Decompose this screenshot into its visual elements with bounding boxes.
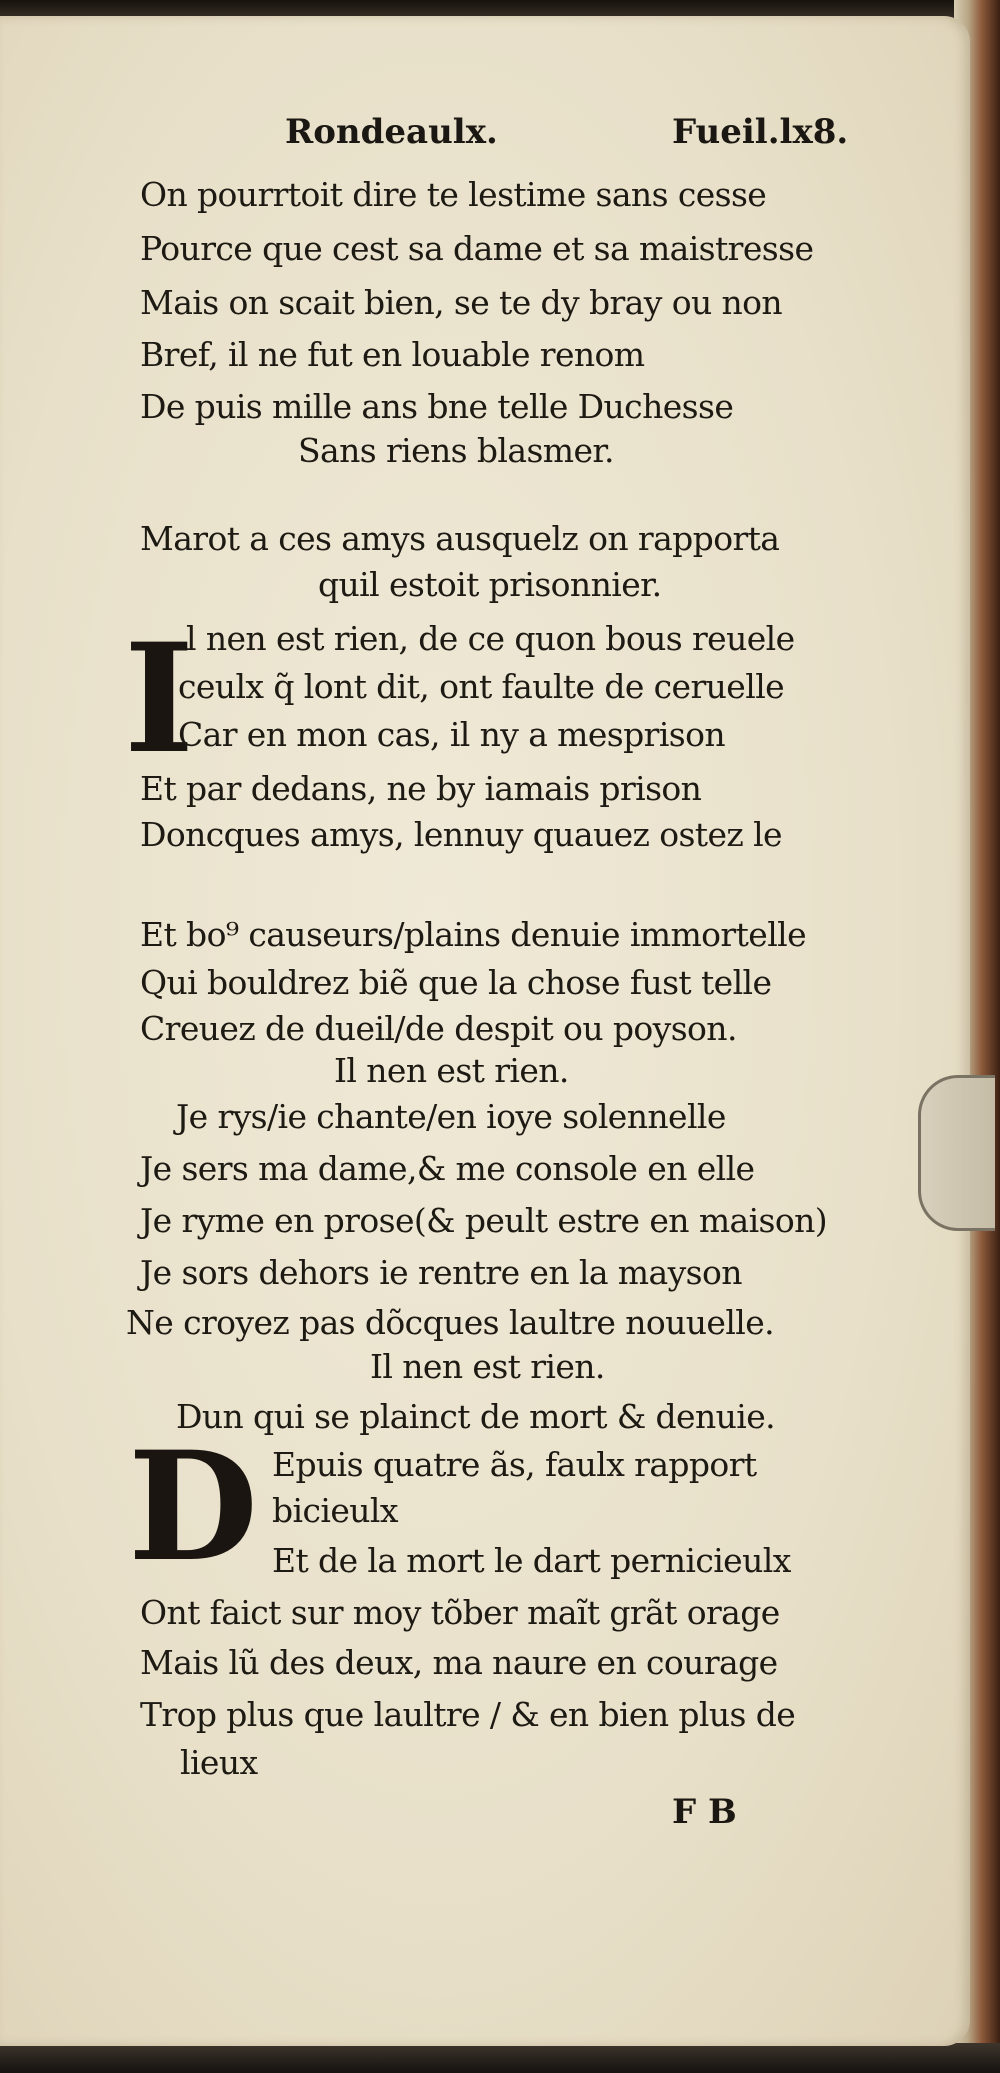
text-line: Qui bouldrez biẽ que la chose fust telle — [140, 963, 772, 1002]
text-line: Bref, il ne fut en louable renom — [140, 335, 645, 374]
running-title: Rondeaulx. — [285, 112, 498, 152]
clasp-tab — [918, 1075, 995, 1231]
text-line: bicieulx — [272, 1491, 398, 1530]
text-line: Pource que cest sa dame et sa maistresse — [140, 229, 814, 268]
folio-number: Fueil.lx8. — [672, 112, 849, 152]
text-line: Dun qui se plainct de mort & denuie. — [176, 1397, 776, 1436]
text-line: Doncques amys, lennuy quauez ostez le — [140, 815, 782, 854]
book-bottom-edge — [0, 2043, 1000, 2073]
text-line: lieux — [180, 1743, 258, 1782]
text-line: Creuez de dueil/de despit ou poyson. — [140, 1009, 737, 1048]
text-line: Je sers ma dame,& me console en elle — [140, 1149, 755, 1188]
text-line: De puis mille ans bne telle Duchesse — [140, 387, 734, 426]
text-line: quil estoit prisonnier. — [318, 565, 662, 604]
text-line: Je sors dehors ie rentre en la mayson — [140, 1253, 742, 1292]
text-line: Trop plus que laultre / & en bien plus de — [140, 1695, 796, 1734]
text-line: Je rys/ie chante/en ioye solennelle — [176, 1097, 726, 1136]
text-line: Mais lũ des deux, ma naure en courage — [140, 1643, 778, 1682]
text-line: Sans riens blasmer. — [298, 431, 614, 470]
text-line: Ne croyez pas dõcques laultre nouuelle. — [126, 1303, 775, 1342]
text-line: l nen est rien, de ce quon bous reuele — [186, 619, 795, 658]
signature-mark: F B — [672, 1792, 737, 1832]
text-line: Epuis quatre ãs, faulx rapport — [272, 1445, 757, 1484]
text-line: Et bo⁹ causeurs/plains denuie immortelle — [140, 915, 807, 954]
text-line: Mais on scait bien, se te dy bray ou non — [140, 283, 783, 322]
text-line: Ont faict sur moy tõber maĩt grãt orage — [140, 1593, 780, 1632]
drop-capital: D — [128, 1419, 259, 1595]
text-line: Et par dedans, ne by iamais prison — [140, 769, 702, 808]
text-line: Marot a ces amys ausquelz on rapporta — [140, 519, 780, 558]
text-line: Je ryme en prose(& peult estre en maison) — [140, 1201, 828, 1240]
text-line: Il nen est rien. — [370, 1347, 605, 1386]
text-line: Car en mon cas, il ny a mesprison — [178, 715, 726, 754]
drop-capital: I — [124, 611, 195, 787]
text-line: Il nen est rien. — [334, 1051, 569, 1090]
text-line: Et de la mort le dart pernicieulx — [272, 1541, 791, 1580]
text-line: ceulx q̃ lont dit, ont faulte de ceruelle — [178, 667, 785, 706]
text-line: On pourrtoit dire te lestime sans cesse — [140, 175, 767, 214]
